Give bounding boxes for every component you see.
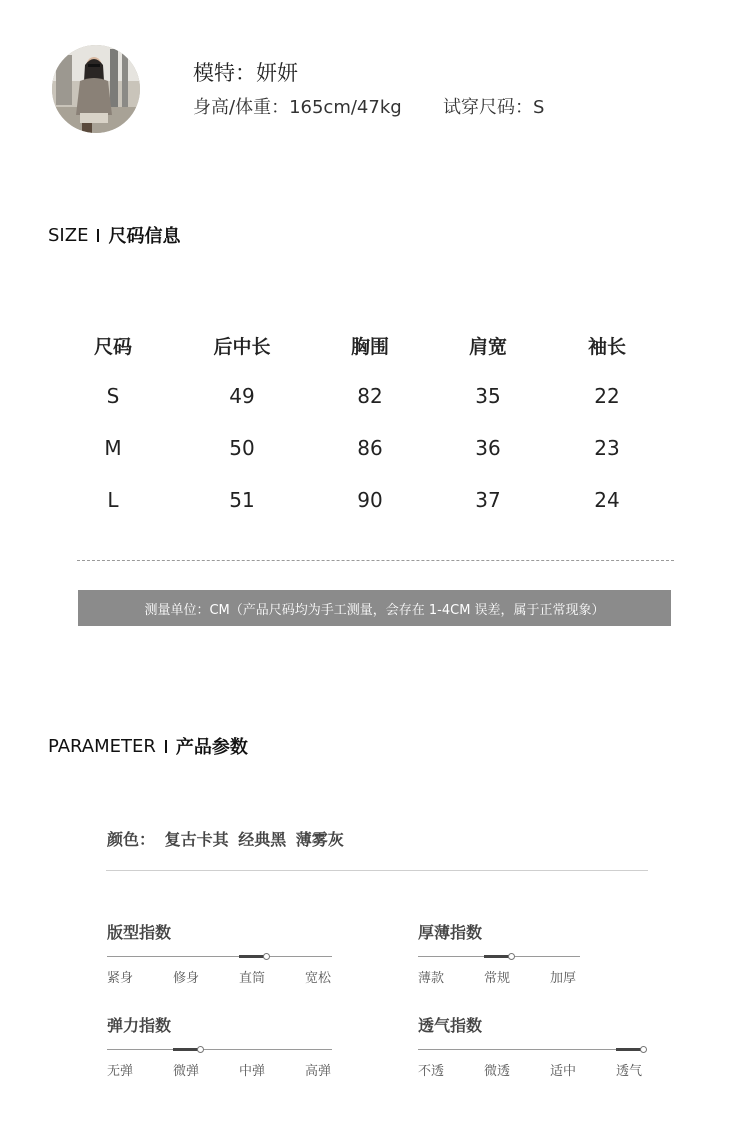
scale-indicator bbox=[616, 1048, 642, 1051]
color-option: 复古卡其 bbox=[164, 830, 229, 849]
scale-indicator bbox=[484, 955, 510, 958]
cell-shoulder: 37 bbox=[475, 488, 501, 512]
scale-knob bbox=[263, 953, 270, 960]
model-avatar bbox=[52, 45, 140, 133]
fit-index-title: 版型指数 bbox=[107, 923, 172, 942]
cell-bust: 82 bbox=[357, 384, 383, 408]
breathability-index-title: 透气指数 bbox=[418, 1016, 483, 1035]
cell-size: M bbox=[104, 436, 122, 460]
scale-label: 透气 bbox=[616, 1064, 643, 1079]
cell-shoulder: 35 bbox=[475, 384, 501, 408]
header-sleeve: 袖长 bbox=[587, 336, 627, 358]
scale-rail bbox=[107, 956, 332, 957]
dashed-divider bbox=[77, 560, 674, 561]
scale-label: 微弹 bbox=[173, 1064, 200, 1079]
title-divider bbox=[165, 740, 167, 753]
cell-shoulder: 36 bbox=[475, 436, 501, 460]
scale-knob bbox=[640, 1046, 647, 1053]
color-options bbox=[107, 827, 348, 850]
scale-label: 微透 bbox=[484, 1064, 511, 1079]
scale-label: 中弹 bbox=[239, 1064, 266, 1079]
thickness-index-scale bbox=[418, 951, 580, 963]
header-bust: 胸围 bbox=[350, 336, 390, 358]
scale-label: 不透 bbox=[418, 1064, 445, 1079]
header-shoulder: 肩宽 bbox=[468, 336, 508, 358]
scale-label: 常规 bbox=[484, 971, 511, 986]
scale-label: 高弹 bbox=[305, 1064, 332, 1079]
header-back-length: 后中长 bbox=[213, 336, 271, 358]
cell-sleeve: 23 bbox=[594, 436, 620, 460]
scale-label: 无弹 bbox=[107, 1064, 134, 1079]
table-row bbox=[55, 488, 665, 540]
cell-sleeve: 24 bbox=[594, 488, 620, 512]
scale-knob bbox=[197, 1046, 204, 1053]
thickness-index bbox=[418, 920, 580, 985]
scale-rail bbox=[418, 1049, 645, 1050]
elasticity-index bbox=[107, 1013, 332, 1078]
parameter-title-zh: 产品参数 bbox=[175, 737, 248, 758]
breathability-index-scale bbox=[418, 1044, 645, 1056]
scale-indicator bbox=[239, 955, 265, 958]
title-divider bbox=[97, 229, 99, 242]
model-trial-size: 试穿尺码：S bbox=[443, 97, 545, 118]
size-title-zh: 尺码信息 bbox=[108, 226, 181, 247]
scale-label: 紧身 bbox=[107, 971, 134, 986]
fit-index-labels bbox=[107, 967, 332, 985]
color-option: 经典黑 bbox=[238, 830, 287, 849]
cell-size: L bbox=[107, 488, 119, 512]
table-row bbox=[55, 384, 665, 436]
scale-label: 薄款 bbox=[418, 971, 445, 986]
fit-index-scale bbox=[107, 951, 332, 963]
cell-sleeve: 22 bbox=[594, 384, 620, 408]
elasticity-index-labels bbox=[107, 1060, 332, 1078]
thickness-index-title: 厚薄指数 bbox=[418, 923, 483, 942]
header-size: 尺码 bbox=[93, 336, 133, 358]
size-table-header bbox=[55, 332, 665, 384]
size-table bbox=[55, 332, 665, 540]
cell-back-length: 50 bbox=[229, 436, 255, 460]
parameter-title-en: PARAMETER bbox=[48, 735, 156, 757]
model-height-weight: 身高/体重：165cm/47kg bbox=[193, 97, 402, 118]
elasticity-index-title: 弹力指数 bbox=[107, 1016, 172, 1035]
size-title-en: SIZE bbox=[48, 224, 89, 246]
breathability-index bbox=[418, 1013, 645, 1078]
scale-label: 宽松 bbox=[305, 971, 332, 986]
scale-label: 直筒 bbox=[239, 971, 266, 986]
cell-bust: 86 bbox=[357, 436, 383, 460]
cell-size: S bbox=[106, 384, 120, 408]
scale-label: 加厚 bbox=[550, 971, 577, 986]
color-option: 薄雾灰 bbox=[295, 830, 344, 849]
model-name: 模特：妍妍 bbox=[193, 61, 298, 85]
scale-knob bbox=[508, 953, 515, 960]
color-label: 颜色： bbox=[107, 830, 156, 849]
elasticity-index-scale bbox=[107, 1044, 332, 1056]
scale-rail bbox=[107, 1049, 332, 1050]
thickness-index-labels bbox=[418, 967, 580, 985]
cell-bust: 90 bbox=[357, 488, 383, 512]
parameter-divider bbox=[106, 870, 648, 871]
measurement-note: 测量单位：CM（产品尺码均为手工测量，会存在 1-4CM 误差，属于正常现象） bbox=[78, 590, 671, 626]
scale-label: 适中 bbox=[550, 1064, 577, 1079]
parameter-section-title bbox=[48, 733, 248, 759]
scale-indicator bbox=[173, 1048, 199, 1051]
breathability-index-labels bbox=[418, 1060, 645, 1078]
table-row bbox=[55, 436, 665, 488]
cell-back-length: 51 bbox=[229, 488, 255, 512]
size-section-title bbox=[48, 222, 180, 248]
fit-index bbox=[107, 920, 332, 985]
scale-label: 修身 bbox=[173, 971, 200, 986]
cell-back-length: 49 bbox=[229, 384, 255, 408]
